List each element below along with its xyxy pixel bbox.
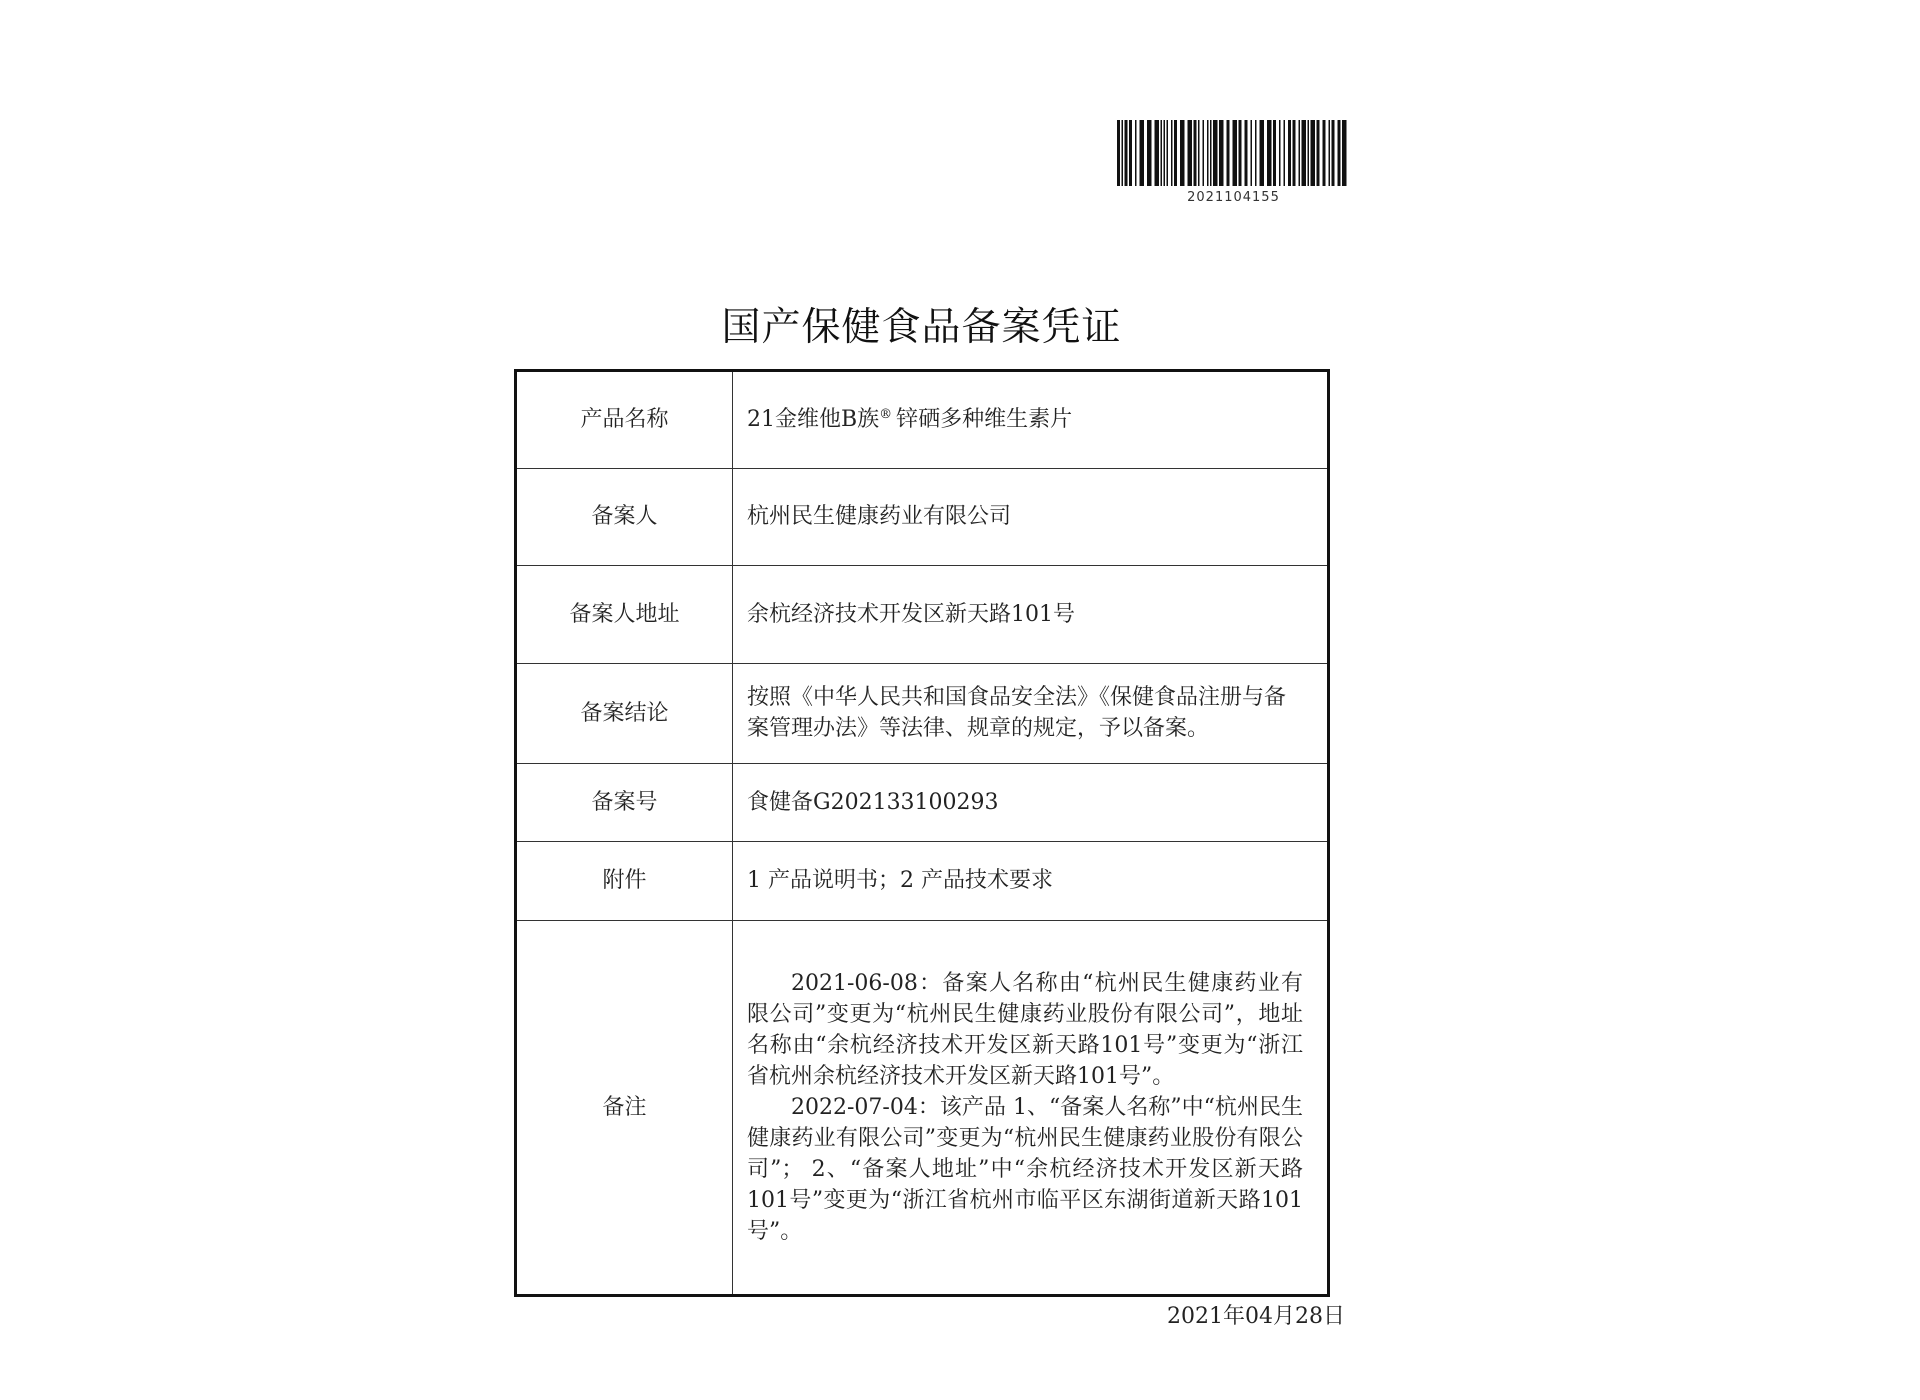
barcode-bar-29: [1267, 120, 1272, 186]
barcode-bar-22: [1227, 120, 1230, 186]
label-attachments: 附件: [516, 842, 733, 921]
barcode-bar-40: [1323, 120, 1326, 186]
barcode-bar-15: [1194, 120, 1197, 186]
barcode-bar-28: [1260, 120, 1265, 186]
barcode-bar-14: [1188, 120, 1193, 186]
barcode-bar-23: [1233, 120, 1238, 186]
label-record-number: 备案号: [516, 763, 733, 842]
product-name-main: 21金维他B族: [747, 407, 880, 433]
barcode-bar-26: [1251, 120, 1253, 186]
value-record-number: 食健备G202133100293: [733, 763, 1329, 842]
value-registrant: 杭州民生健康药业有限公司: [733, 468, 1329, 566]
record-table: [514, 369, 1330, 1297]
value-product-name: [733, 371, 1329, 469]
row-registrant: [516, 468, 1329, 566]
value-attachments: 1 产品说明书；2 产品技术要求: [733, 842, 1329, 921]
barcode-bar-21: [1219, 120, 1224, 186]
label-registrant: 备案人: [516, 468, 733, 566]
issue-date: 2021年04月28日: [1167, 1304, 1345, 1329]
barcode-bar-18: [1207, 120, 1209, 186]
product-name-suffix: 锌硒多种维生素片: [896, 407, 1073, 433]
registered-mark: ®: [879, 406, 893, 422]
label-remarks: 备注: [516, 920, 733, 1295]
row-conclusion: [516, 663, 1329, 763]
barcode-bar-38: [1311, 120, 1316, 186]
row-record-number: [516, 763, 1329, 842]
barcode-bar-8: [1161, 120, 1163, 186]
barcode-bar-10: [1167, 120, 1169, 186]
label-conclusion: 备案结论: [516, 663, 733, 763]
row-registrant-address: [516, 566, 1329, 664]
barcode-bar-27: [1255, 120, 1257, 186]
row-product-name: [516, 371, 1329, 469]
barcode-bar-0: [1117, 120, 1120, 186]
barcode-bar-31: [1279, 120, 1281, 186]
row-remarks: [516, 920, 1329, 1295]
barcode-bar-12: [1174, 120, 1177, 186]
value-remarks: [733, 920, 1329, 1295]
barcode-bar-3: [1129, 120, 1132, 186]
barcode-bar-33: [1288, 120, 1291, 186]
barcode-bar-9: [1164, 120, 1166, 186]
barcode-bar-6: [1147, 120, 1152, 186]
document-title: 国产保健食品备案凭证: [721, 305, 1122, 350]
label-registrant-address: 备案人地址: [516, 566, 733, 664]
row-attachments: [516, 842, 1329, 921]
barcode-bar-36: [1302, 120, 1307, 186]
barcode-bar-35: [1299, 120, 1301, 186]
barcode: [1115, 120, 1352, 210]
barcode-bar-1: [1122, 120, 1124, 186]
barcode-bar-44: [1342, 120, 1347, 186]
remark-entry-1: 2021-06-08：备案人名称由“杭州民生健康药业有限公司”变更为“杭州民生健康药业股份有限公司”，地址名称由“余杭经济技术开发区新天路101号”变更为“浙江省杭州余杭经济技术开发区新天路101号”。: [747, 970, 1303, 1089]
barcode-bar-13: [1180, 120, 1185, 186]
barcode-bar-7: [1155, 120, 1160, 186]
barcode-bar-24: [1239, 120, 1242, 186]
barcode-bar-34: [1293, 120, 1296, 186]
barcode-bars: [1115, 120, 1352, 192]
barcode-bar-2: [1125, 120, 1128, 186]
barcode-bar-42: [1332, 120, 1335, 186]
barcode-bar-17: [1203, 120, 1205, 186]
barcode-bar-11: [1171, 120, 1173, 186]
barcode-bar-5: [1140, 120, 1145, 186]
label-product-name: 产品名称: [516, 371, 733, 469]
value-conclusion: 按照《中华人民共和国食品安全法》《保健食品注册与备案管理办法》等法律、规章的规定，予以备案。: [733, 663, 1329, 763]
barcode-bar-39: [1317, 120, 1320, 186]
barcode-bar-37: [1308, 120, 1310, 186]
remark-entry-2: 2022-07-04：该产品 1、“备案人名称”中“杭州民生健康药业有限公司”变更为“杭州民生健康药业股份有限公司”； 2、“备案人地址”中“余杭经济技术开发区新天路101号”变更为“浙江省杭州市临平区东湖街道新天路101号”。: [747, 1094, 1303, 1244]
barcode-bar-4: [1135, 120, 1137, 186]
barcode-bar-20: [1213, 120, 1218, 186]
barcode-number: 2021104155: [1187, 190, 1280, 205]
barcode-bar-32: [1284, 120, 1286, 186]
barcode-bar-16: [1198, 120, 1200, 186]
barcode-bar-30: [1273, 120, 1276, 186]
barcode-bar-41: [1329, 120, 1331, 186]
value-registrant-address: 余杭经济技术开发区新天路101号: [733, 566, 1329, 664]
barcode-bar-25: [1245, 120, 1248, 186]
barcode-bar-19: [1210, 120, 1212, 186]
barcode-bar-43: [1338, 120, 1341, 186]
